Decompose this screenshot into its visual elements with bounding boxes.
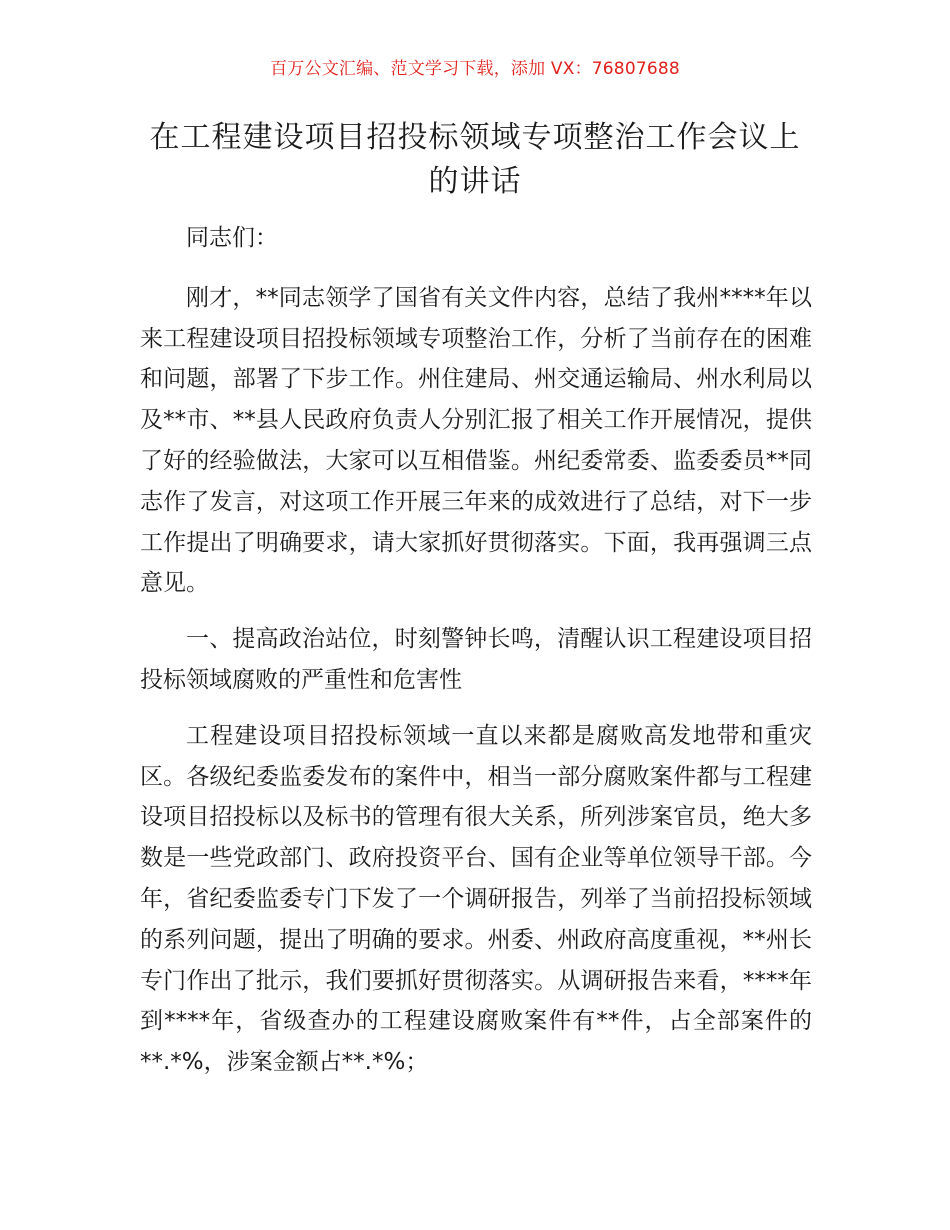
document-body: [140, 218, 812, 1098]
paragraph-intro: 刚才，**同志领学了国省有关文件内容，总结了我州****年以来工程建设项目招投标领域专项整治工作，分析了当前存在的困难和问题，部署了下步工作。州住建局、州交通运输局、州水利局以及**市、**县人民政府负责人分别汇报了相关工作开展情况，提供了好的经验做法，大家可以互相借鉴。州纪委常委、监委委员**同志作了发言，对这项工作开展三年来的成效进行了总结，对下一步工作提出了明确要求，请大家抓好贯彻落实。下面，我再强调三点意见。: [140, 284, 812, 597]
document-title: 在工程建设项目招投标领域专项整治工作会议上的讲话: [149, 120, 801, 199]
header-watermark: 百万公文汇编、范文学习下载，添加 VX：76807688: [270, 59, 680, 79]
section-heading-1: 一、提高政治站位，时刻警钟长鸣，清醒认识工程建设项目招投标领域腐败的严重性和危害性: [140, 626, 812, 693]
paragraph-section-1: 工程建设项目招投标领域一直以来都是腐败高发地带和重灾区。各级纪委监委发布的案件中，相当一部分腐败案件都与工程建设项目招投标以及标书的管理有很大关系，所列涉案官员，绝大多数是一些党政部门、政府投资平台、国有企业等单位领导干部。今年，省纪委监委专门下发了一个调研报告，列举了当前招投标领域的系列问题，提出了明确的要求。州委、州政府高度重视，**州长专门作出了批示，我们要抓好贯彻落实。从调研报告来看，****年到****年，省级查办的工程建设腐败案件有**件，占全部案件的**.*%，涉案金额占**.*%；: [140, 722, 812, 1076]
salutation: 同志们：: [186, 225, 278, 251]
